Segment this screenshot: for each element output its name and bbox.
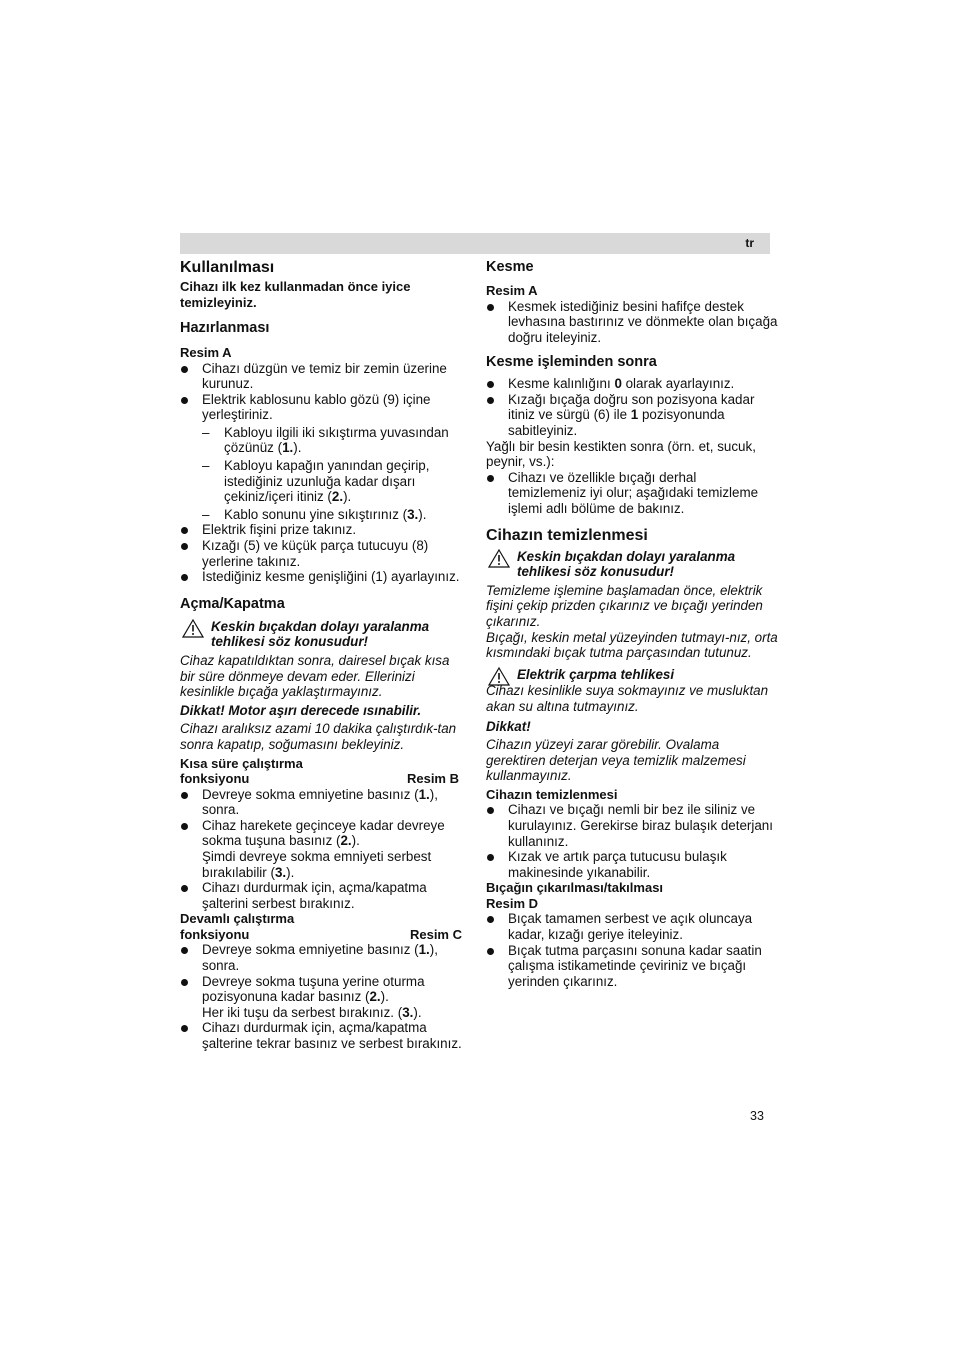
list-item <box>180 392 466 523</box>
section-title-cleaning: Cihazın temizlenmesi <box>486 526 648 544</box>
shock-text: Cihazı kesinlikle suya sokmayınız ve musluktan akan su altına tutmayınız. <box>486 683 769 714</box>
short-run-title-line2: fonksiyonu <box>180 771 250 787</box>
header-bar <box>180 233 770 254</box>
dash-item: – Kabloyu kapağın yanından geçirip, istediğiniz uzunluğa kadar dışarı çekiniz/içeri itiniz (2.). <box>202 458 466 505</box>
caution-text: Cihazın yüzeyi zarar görebilir. Ovalama gerektiren deterjan veya temizlik malzemesi kullanmayınız. <box>486 737 746 784</box>
continuous-title-row <box>180 927 466 943</box>
onoff-text: Cihaz kapatıldıktan sonra, dairesel bıçak kısa bir süre dönmeye devam eder. Ellerinizi kesinlikle bıçağa yaklaştırmayınız. <box>180 653 450 700</box>
left-column <box>180 258 466 1051</box>
short-run-title-line1: Kısa süre çalıştırma <box>180 755 303 771</box>
list-item: Kızak ve artık parça tutucusu bulaşık makinesinde yıkanabilir. <box>486 849 778 880</box>
clean-list <box>486 802 778 880</box>
cleaning-subtitle: Cihazın temizlenmesi <box>486 786 618 802</box>
clean-text-2: Bıçağı, keskin metal yüzeyinden tutmayı-nız, orta kısmındaki bıçak tutma parçasından tutunuz. <box>486 629 778 661</box>
list-item: Devreye sokma emniyetine basınız (1.), sonra. <box>180 787 466 818</box>
dash-item: – Kablo sonunu yine sıkıştırınız (3.). <box>202 507 466 523</box>
figure-ref-a-right: Resim A <box>486 283 538 298</box>
short-run-title-row <box>180 771 466 787</box>
warning-triangle-icon <box>182 619 204 638</box>
continuous-title-line1: Devamlı çalıştırma <box>180 911 295 927</box>
intro-text: Cihazı ilk kez kullanmadan önce iyice temizleyiniz. <box>180 279 411 310</box>
subsection-title-after-cutting: Kesme işleminden sonra <box>486 354 657 371</box>
warning-blade: Keskin bıçakdan dolayı yaralanma tehlikesi söz konusudur! <box>180 619 466 650</box>
after-list <box>486 376 778 438</box>
dash-item: – Kabloyu ilgili iki sıkıştırma yuvasından çözünüz (1.). <box>202 425 466 456</box>
short-run-list <box>180 787 466 912</box>
subsection-title-preparation: Hazırlanması <box>180 320 270 336</box>
right-column <box>486 258 778 989</box>
list-item-text: Cihazı düzgün ve temiz bir zemin üzerine kurunuz. <box>202 360 447 392</box>
caution-text: Dikkat! Motor aşırı derecede ısınabilir. <box>180 702 422 718</box>
figure-ref-c: Resim C <box>409 926 462 942</box>
list-item: Cihazı durdurmak için, açma/kapatma şalterine tekrar basınız ve serbest bırakınız. <box>180 1020 466 1051</box>
list-item: Kızağı bıçağa doğru son pozisyona kadar itiniz ve sürgü (6) ile 1 pozisyonunda sabitleyiniz. <box>486 392 778 439</box>
subsection-title-cutting: Kesme <box>486 259 534 275</box>
list-item: Elektrik fişini prize takınız. <box>180 522 466 538</box>
continuous-list <box>180 942 466 1051</box>
figure-ref-b: Resim B <box>406 771 459 787</box>
warning-triangle-icon <box>488 667 510 686</box>
list-item: Cihazı ve bıçağı nemli bir bez ile siliniz ve kurulayınız. Gerekirse biraz bulaşık deterjanı kullanınız. <box>486 802 778 849</box>
list-item: Kesmek istediğiniz besini hafifçe destek levhasına bastırınız ve dönmekte olan bıçağa doğru iteleyiniz. <box>486 299 778 346</box>
list-item: Kesme kalınlığını 0 olarak ayarlayınız. <box>486 376 778 392</box>
after-list-2 <box>486 470 778 517</box>
warning-blade-cleaning: Keskin bıçakdan dolayı yaralanma tehlikesi söz konusudur! <box>486 549 778 580</box>
list-item <box>180 361 466 392</box>
onoff-text-2: Cihazı aralıksız azami 10 dakika çalıştırdık-tan sonra kapatıp, soğumasını bekleyiniz. <box>180 721 457 752</box>
list-item: İstediğiniz kesme genişliğini (1) ayarlayınız. <box>180 569 466 585</box>
list-item: Bıçak tamamen serbest ve açık oluncaya kadar, kızağı geriye iteleyiniz. <box>486 911 778 942</box>
cut-list <box>486 299 778 346</box>
prep-list <box>180 361 466 585</box>
clean-text-1: Temizleme işlemine başlamadan önce, elektrik fişini çekip prizden çıkarınız ve bıçağı yerinden çıkarınız. <box>486 582 763 629</box>
figure-ref-a: Resim A <box>180 345 232 360</box>
list-item: Cihaz harekete geçinceye kadar devreye sokma tuşuna basınız (2.). Şimdi devreye sokma emniyeti serbest bırakılabilir (3.). <box>180 818 466 880</box>
list-item: Bıçak tutma parçasını sonuna kadar saatin çalışma istikametinde çeviriniz ve bıçağı yerinden çıkarınız. <box>486 943 778 990</box>
list-item: Kızağı (5) ve küçük parça tutucuyu (8) yerlerine takınız. <box>180 538 466 569</box>
list-item: Devreye sokma emniyetine basınız (1.), sonra. <box>180 942 466 973</box>
after-text: Yağlı bir besin kestikten sonra (örn. et, sucuk, peynir, vs.): <box>486 438 756 470</box>
page-number: 33 <box>750 1109 764 1123</box>
list-item: Cihazı durdurmak için, açma/kapatma şalterini serbest bırakınız. <box>180 880 466 911</box>
figure-ref-d: Resim D <box>486 895 539 911</box>
blade-title: Bıçağın çıkarılması/takılması <box>486 880 664 896</box>
warning-triangle-icon <box>488 549 510 568</box>
blade-list <box>486 911 778 989</box>
continuous-title-line2: fonksiyonu <box>180 926 250 942</box>
language-code: tr <box>745 236 754 250</box>
list-item: Cihazı ve özellikle bıçağı derhal temizlemeniz iyi olur; aşağıdaki temizleme işlemi adlı bölüme de bakınız. <box>486 470 778 517</box>
caution-label: Dikkat! <box>486 718 531 734</box>
cable-steps <box>202 425 466 523</box>
section-title-usage: Kullanılması <box>180 259 275 276</box>
list-item-text: Elektrik kablosunu kablo gözü (9) içine yerleştiriniz. <box>202 391 431 423</box>
list-item: Devreye sokma tuşuna yerine oturma pozisyonuna kadar basınız (2.). Her iki tuşu da serbest bırakınız. (3.). <box>180 974 466 1021</box>
subsection-title-on-off: Açma/Kapatma <box>180 595 285 612</box>
warning-electric: Elektrik çarpma tehlikesi <box>486 667 778 683</box>
